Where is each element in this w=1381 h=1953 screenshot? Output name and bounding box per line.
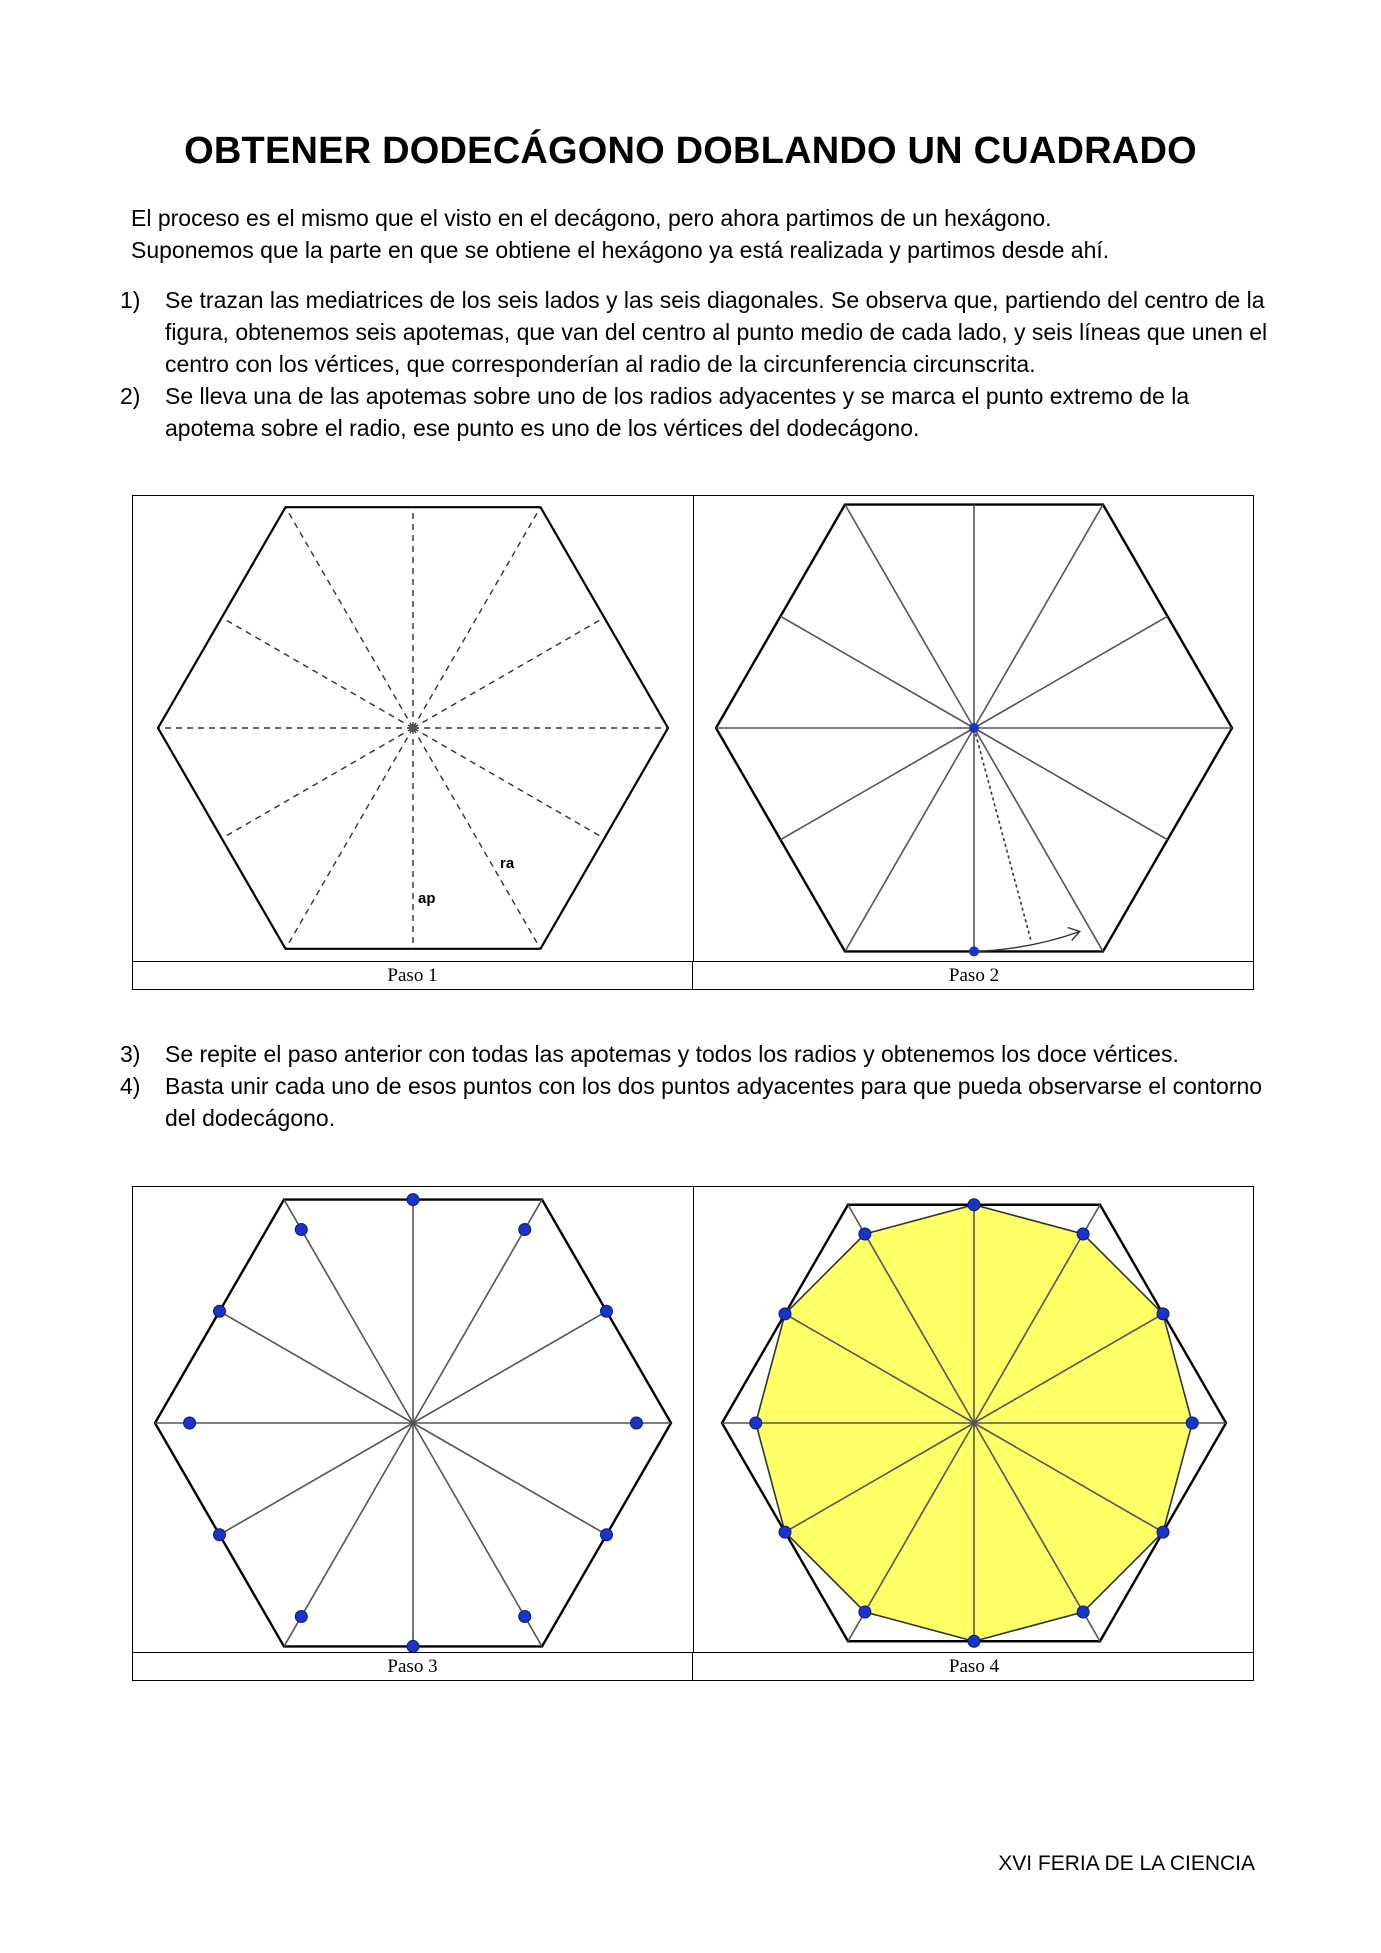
footer-text: XVI FERIA DE LA CIENCIA [998,1852,1255,1875]
caption-paso-4: Paso 4 [948,1656,1000,1677]
hexagon-diagram-paso-3 [133,1187,693,1652]
steps-list [120,284,1280,444]
figure-paso-4 [694,1187,1254,1652]
dodecagon-vertex-point [859,1606,871,1618]
radius-line [845,728,974,951]
caption-paso-1: Paso 1 [133,962,693,990]
radius-line [974,728,1103,951]
dodecagon-vertex-point [214,1529,226,1541]
dodecagon-vertex-point [779,1526,791,1538]
step-text: Se trazan las mediatrices de los seis lados y las seis diagonales. Se observa que, partiendo del centro de la figura, obtenemos seis apotemas, que van del centro al punto medio de cada lado, y seis líneas que unen el centro con los vértices, que corresponderían al radio de la circunferencia circunscrita. [165,287,1268,377]
page-title: OBTENER DODECÁGONO DOBLANDO UN CUADRADO [184,130,1197,172]
dodecagon-diagram-paso-4 [694,1187,1254,1652]
dodecagon-vertex-point [750,1417,762,1429]
step-text: Basta unir cada uno de esos puntos con los dos puntos adyacentes para que pueda observarse el contorno del dodecágono. [165,1073,1263,1131]
apothem-line [220,1423,414,1535]
figure-table-steps-3-4 [132,1186,1254,1681]
apothem-line [413,1423,607,1535]
step-item [120,284,1280,380]
apothem-line [220,1311,414,1423]
dodecagon-vertex-point [295,1611,307,1623]
rotated-apothem-dotted [974,728,1031,940]
apothem-line [413,728,604,838]
hexagon-diagram-paso-2 [694,496,1254,961]
step-number: 4) [120,1073,141,1099]
dodecagon-vertex-point [968,1199,980,1211]
apothem-line [222,728,413,838]
apothem-endpoint [969,946,979,956]
step-text: Se repite el paso anterior con todas las apotemas y todos los radios y obtenemos los doce vértices. [165,1041,1179,1067]
radius-line [286,728,414,949]
apothem-line [413,618,604,728]
dodecagon-vertex-point [601,1529,613,1541]
caption-paso-2: Paso 2 [948,965,1000,986]
figure-table-steps-1-2 [132,495,1254,990]
rotation-arc [974,932,1080,952]
apothem-line [781,728,975,840]
dodecagon-vertex-point [1157,1526,1169,1538]
dodecagon-vertex-point [295,1224,307,1236]
dodecagon-vertex-point [519,1611,531,1623]
dodecagon-vertex-point [1186,1417,1198,1429]
caption-paso-3: Paso 3 [133,1653,693,1681]
apothem-line [413,1311,607,1423]
step-item [120,1070,1280,1134]
step-item [120,1038,1280,1070]
dodecagon-vertex-point [968,1635,980,1647]
dodecagon-vertex-point [214,1305,226,1317]
center-point [409,724,417,732]
dodecagon-vertex-point [1077,1228,1089,1240]
intro-paragraph [131,202,1271,266]
step-number: 3) [120,1041,141,1067]
dodecagon-vertex-point [519,1224,531,1236]
steps-list [120,1038,1280,1134]
intro-line: Suponemos que la parte en que se obtiene el hexágono ya está realizada y partimos desde ahí. [131,237,1110,263]
step-text: Se lleva una de las apotemas sobre uno de los radios adyacentes y se marca el punto extremo de la apotema sobre el radio, ese punto es uno de los vértices del dodecágono. [165,383,1190,441]
dodecagon-vertex-point [407,1194,419,1206]
dodecagon-vertex-point [601,1305,613,1317]
center-point [969,723,979,733]
figure-paso-2 [694,496,1254,961]
caption-row [133,1652,1253,1681]
radius-line [845,505,974,728]
apothem-line [974,616,1168,728]
dodecagon-vertex-point [859,1228,871,1240]
step-number: 2) [120,383,141,409]
radius-line [413,728,541,949]
intro-line: El proceso es el mismo que el visto en el decágono, pero ahora partimos de un hexágono. [131,205,1052,231]
caption-row [133,961,1253,990]
apothem-line [974,728,1168,840]
radius-label: ra [500,855,515,872]
apothem-line [781,616,975,728]
dodecagon-vertex-point [779,1308,791,1320]
figure-paso-3 [133,1187,694,1652]
step-number: 1) [120,287,141,313]
dodecagon-vertex-point [184,1417,196,1429]
dodecagon-vertex-point [630,1417,642,1429]
dodecagon-vertex-point [1077,1606,1089,1618]
apothem-line [222,618,413,728]
radius-line [413,507,541,728]
step-item [120,380,1280,444]
dodecagon-vertex-point [407,1640,419,1652]
apothem-label: ap [418,890,436,907]
radius-line [974,505,1103,728]
hexagon-diagram-paso-1 [133,496,693,961]
dodecagon-vertex-point [1157,1308,1169,1320]
figure-paso-1 [133,496,694,961]
radius-line [286,507,414,728]
